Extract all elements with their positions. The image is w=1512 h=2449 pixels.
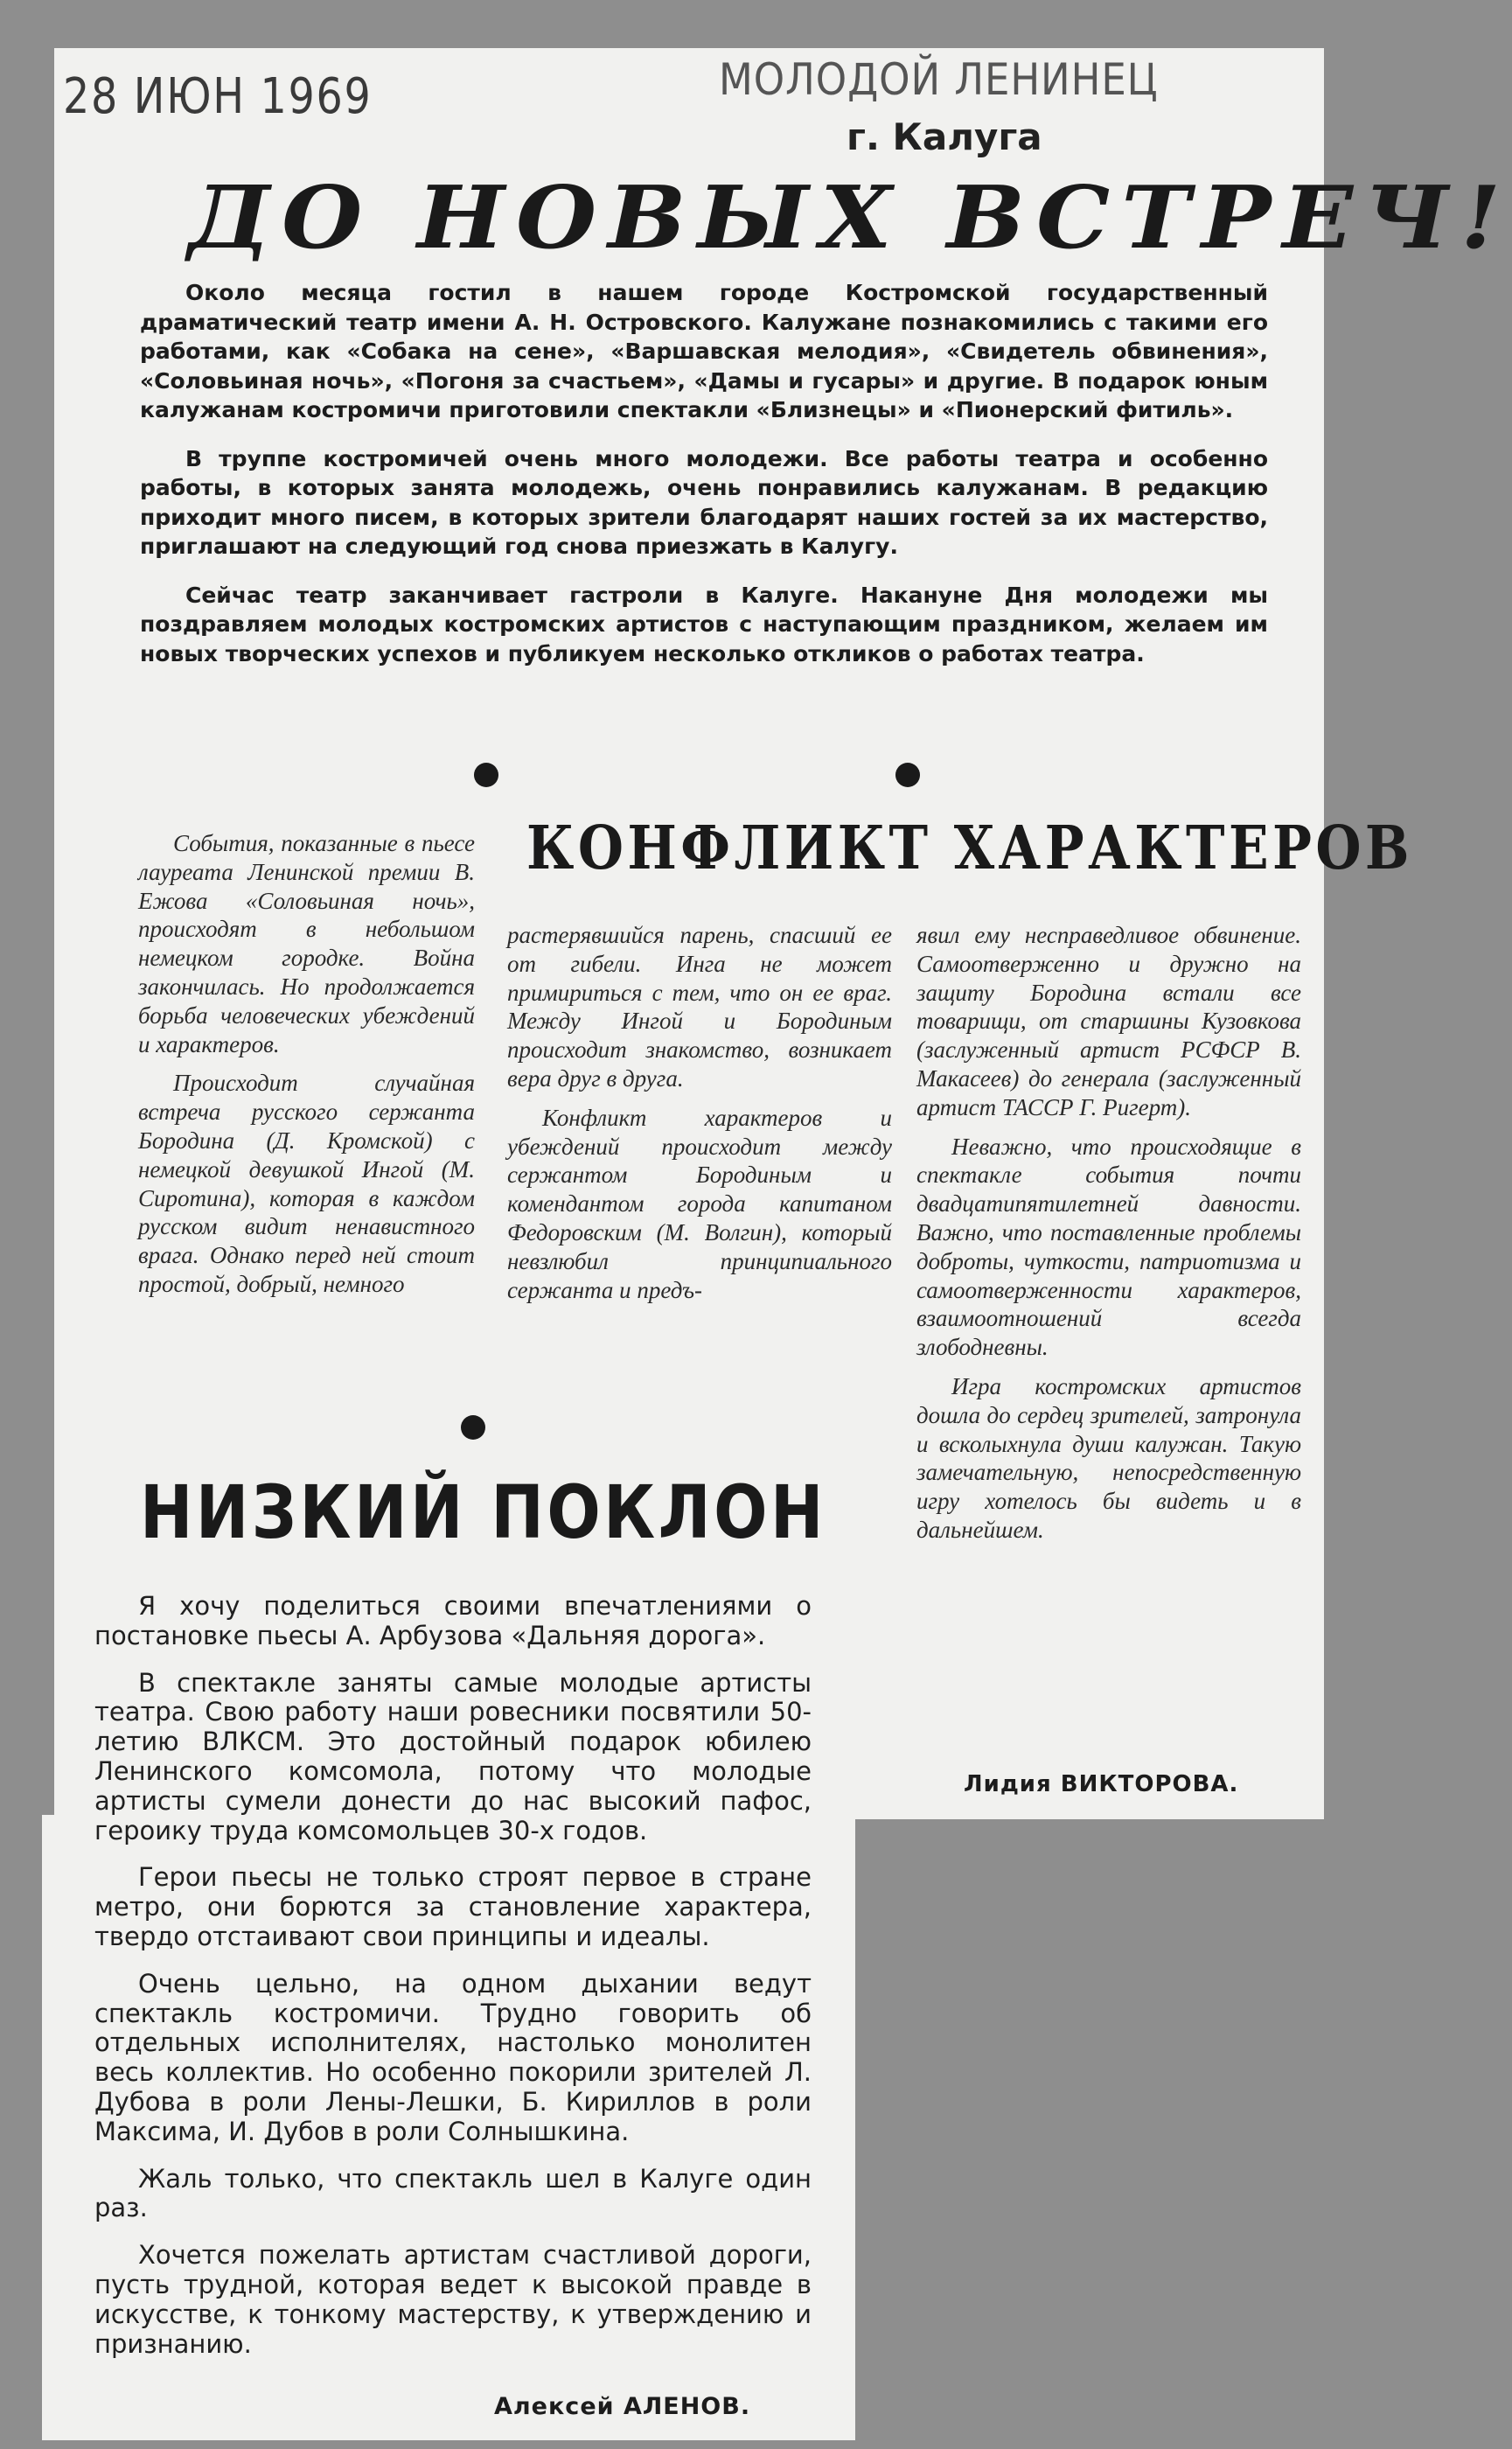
review-paragraph: В спектакле заняты самые молодые артисты театра. Свою работу наши ровесники посвятили 50-летию ВЛКСМ. Это достойный подарок юбилею Ленинского комсомола, потому что молодые артисты сумели донести до нас высокий пафос, героику труда комсомольцев 30-х годов.: [94, 1667, 812, 1845]
review-paragraph: Игра костромских артистов дошла до сердец зрителей, затронула и всколыхнула души калужан. Такую замечательную, непосредственную игру хотелось бы видеть и в дальнейшем.: [916, 1372, 1301, 1543]
review-paragraph: Конфликт характеров и убеждений происходит между сержантом Бородиным и комендантом города капитаном Федоровским (М. Волгин), который невзлюбил принципиального сержанта и предъ-: [507, 1104, 892, 1303]
newspaper-city: г. Калуга: [847, 115, 1042, 158]
review-paragraph: События, показанные в пьесе лауреата Ленинской премии В. Ежова «Соловьиная ночь», происходят в небольшом немецком городке. Война закончилась. Но продолжается борьба человеческих убеждений и характеров.: [138, 830, 475, 1057]
review-2-author: Алексей АЛЕНОВ.: [494, 2393, 751, 2420]
section-bullet: [895, 763, 920, 787]
review-paragraph: растерявшийся парень, спасший ее от гибели. Инга не может примириться с тем, что он ее враг. Между Ингой и Бородиным происходит знакомство, возникает вера друг в друга.: [507, 922, 892, 1092]
review-1-column-2: [507, 921, 892, 1315]
main-article-body: [140, 278, 1268, 687]
newspaper-name: МОЛОДОЙ ЛЕНИНЕЦ: [719, 54, 1159, 105]
review-1-column-1: [138, 829, 475, 1309]
review-2-body: [94, 1592, 812, 2376]
review-paragraph: Жаль только, что спектакль шел в Калуге один раз.: [94, 2163, 812, 2223]
main-paragraph: В труппе костромичей очень много молодежи. Все работы театра и особенно работы, в которых занята молодежь, очень понравились калужанам. В редакцию приходит много писем, в которых зрители благодарят наших гостей за их мастерство, приглашают на следующий год снова приезжать в Калугу.: [140, 445, 1268, 559]
section-bullet: [474, 763, 498, 787]
review-1-author: Лидия ВИКТОРОВА.: [964, 1771, 1239, 1797]
main-article-title: ДО НОВЫХ ВСТРЕЧ!: [188, 168, 1512, 269]
main-paragraph: Сейчас театр заканчивает гастроли в Калуге. Накануне Дня молодежи мы поздравляем молодых костромских артистов с наступающим праздником, желаем им новых творческих успехов и публикуем несколько откликов о работах театра.: [140, 582, 1268, 666]
main-paragraph: Около месяца гостил в нашем городе Костромской государственный драматический театр имени А. Н. Островского. Калужане познакомились с такими его работами, как «Собака на сене», «Варшавская мелодия», «Свидетель обвинения», «Соловьиная ночь», «Погоня за счастьем», «Дамы и гусары» и другие. В подарок юным калужанам костромичи приготовили спектакли «Близнецы» и «Пионерский фитиль».: [140, 280, 1268, 422]
review-paragraph: явил ему несправедливое обвинение. Самоотверженно и дружно на защиту Бородина встали все товарищи, от старшины Кузовкова (заслуженный артист РСФСР В. Макасеев) до генерала (заслуженный артист ТАССР Г. Ригерт).: [916, 922, 1301, 1120]
review-paragraph: Хочется пожелать артистам счастливой дороги, пусть трудной, которая ведет к высокой правде в искусстве, к тонкому мастерству, к утверждению и признанию.: [94, 2240, 812, 2359]
review-paragraph: Происходит случайная встреча русского сержанта Бородина (Д. Кромской) с немецкой девушкой Ингой (М. Сиротина), которая в каждом русском видит ненавистного врага. Однако перед ней стоит простой, добрый, немного: [138, 1070, 475, 1297]
review-1-title: КОНФЛИКТ ХАРАКТЕРОВ: [526, 813, 1413, 883]
review-paragraph: Очень цельно, на одном дыхании ведут спектакль костромичи. Трудно говорить об отдельных исполнителях, настолько монолитен весь коллектив. Но особенно покорили зрителей Л. Дубова в роли Лены-Лешки, Б. Кириллов в роли Максима, И. Дубов в роли Солнышкина.: [94, 1968, 812, 2146]
review-paragraph: Я хочу поделиться своими впечатлениями о постановке пьесы А. Арбузова «Дальняя дорога».: [94, 1591, 812, 1650]
review-paragraph: Герои пьесы не только строят первое в стране метро, они борются за становление характера, твердо отстаивают свои принципы и идеалы.: [94, 1862, 812, 1951]
review-1-column-3: [916, 921, 1301, 1555]
review-paragraph: Неважно, что происходящие в спектакле события почти двадцатипятилетней давности. Важно, что поставленные проблемы доброты, чуткости, патриотизма и самоотверженности характеров, взаимоотношений всегда злободневны.: [916, 1133, 1301, 1361]
date-stamp: 28 ИЮН 1969: [63, 68, 373, 125]
section-bullet: [461, 1415, 485, 1440]
review-2-title: НИЗКИЙ ПОКЛОН: [140, 1469, 826, 1555]
